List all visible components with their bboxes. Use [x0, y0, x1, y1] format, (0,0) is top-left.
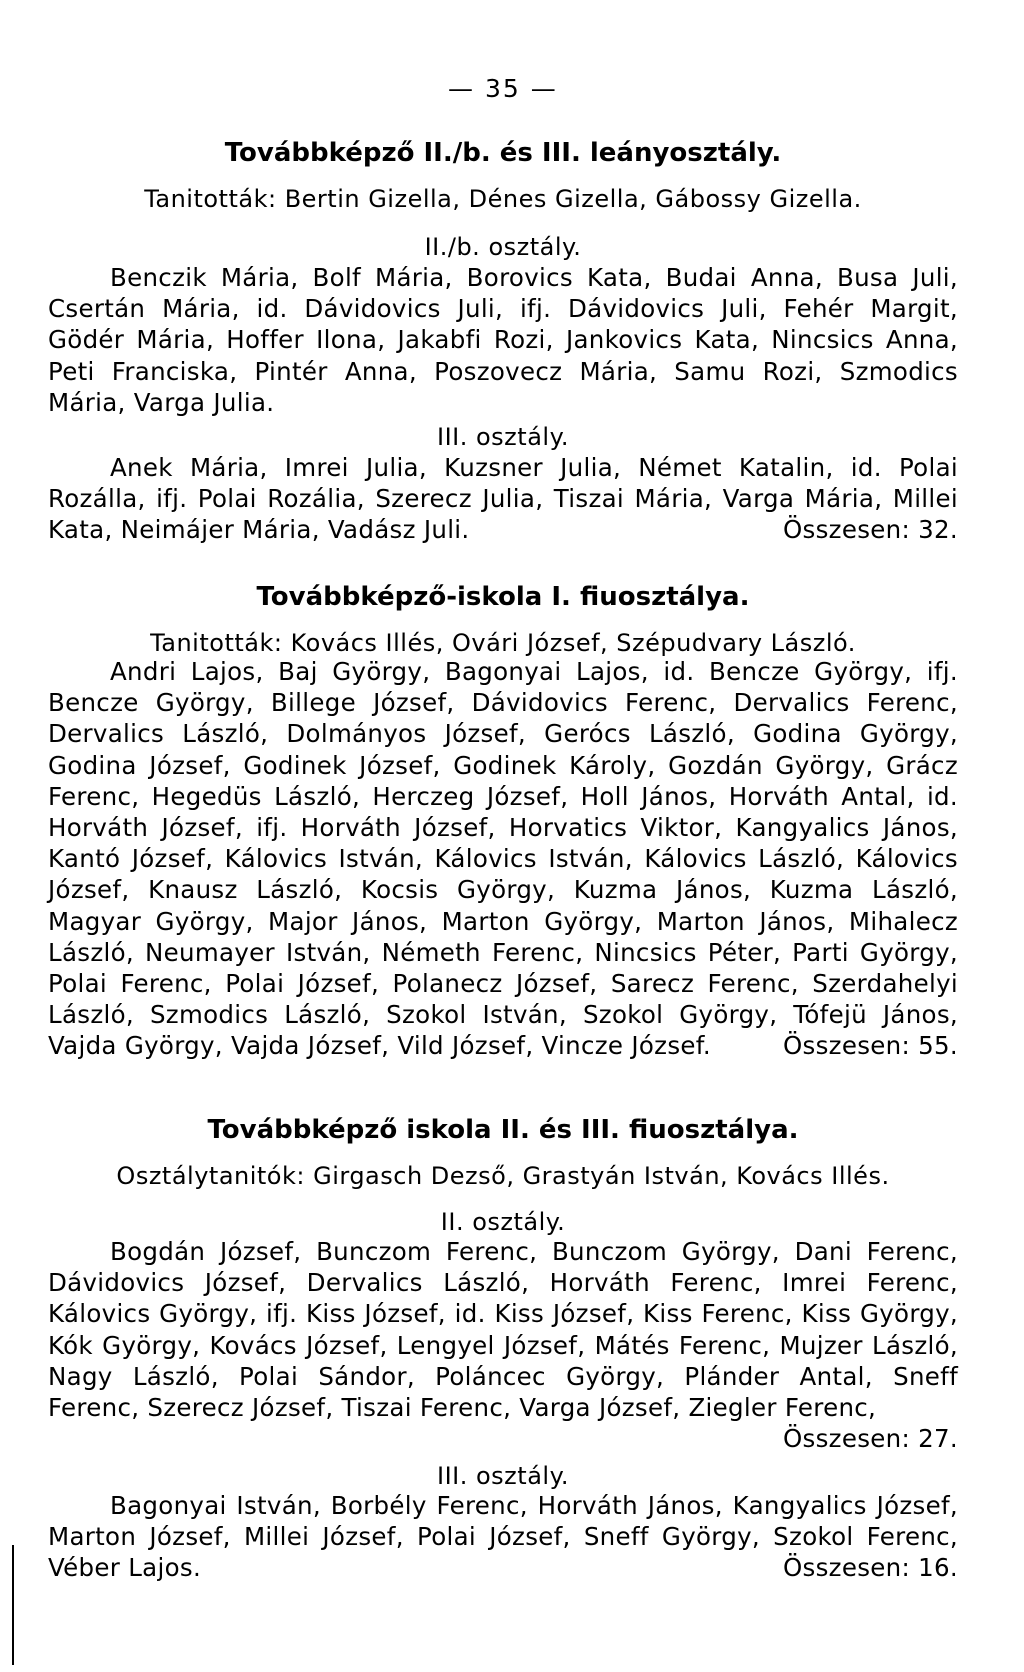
section-heading-boys-2-3: Továbbképző iskola II. és III. fiuosztálya.: [207, 1115, 799, 1145]
student-list-boys-1: [48, 656, 958, 1062]
student-list-3-girls: [48, 452, 958, 546]
student-list-3-boys: [48, 1490, 958, 1584]
student-names: Bagonyai István, Borbély Ferenc, Horváth János, Kangyalics József, Marton József, Millei József, Polai József, Sneff György, Szokol Ferenc, Véber Lajos.: [48, 1491, 958, 1583]
student-names: Bogdán József, Bunczom Ferenc, Bunczom György, Dani Ferenc, Dávidovics József, Dervalics László, Horváth Ferenc, Imrei Ferenc, Kálovics György, ifj. Kiss József, id. Kiss József, Kiss Ferenc, Kiss György, Kók György, Kovács József, Lengyel József, Mátés Ferenc, Mujzer László, Nagy László, Polai Sándor, Poláncec György, Plánder Antal, Sneff Ferenc, Szerecz József, Tiszai Ferenc, Varga József, Ziegler Ferenc,: [48, 1237, 958, 1423]
subheading-class-2b: II./b. osztály.: [424, 233, 582, 261]
subheading-class-2-boys: II. osztály.: [440, 1208, 566, 1236]
student-names: Andri Lajos, Baj György, Bagonyai Lajos, id. Bencze György, ifj. Bencze György, Billege József, Dávidovics Ferenc, Dervalics Ferenc, Dervalics László, Dolmányos József, Gerócs László, Godina György, Godina József, Godinek József, Godinek Károly, Gozdán György, Grácz Ferenc, Hegedüs László, Herczeg József, Holl János, Horváth Antal, id. Horváth József, ifj. Horváth József, Horvatics Viktor, Kangyalics János, Kantó József, Kálovics István, Kálovics István, Kálovics László, Kálovics József, Knausz László, Kocsis György, Kuzma János, Kuzma László, Magyar György, Major János, Marton György, Marton János, Mihalecz László, Neumayer István, Németh Ferenc, Nincsics Péter, Parti György, Polai Ferenc, Polai József, Polanecz József, Sarecz Ferenc, Szerdahelyi László, Szmodics László, Szokol István, Szokol György, Tófejü János, Vajda György, Vajda József, Vild József, Vincze József.: [48, 657, 958, 1061]
teachers-line-boys-2-3: Osztálytanitók: Girgasch Dezső, Grastyán István, Kovács Illés.: [116, 1162, 890, 1190]
section-heading-girls: Továbbképző II./b. és III. leányosztály.: [224, 138, 782, 168]
total-count: Összesen: 32.: [782, 515, 958, 545]
subheading-class-3-girls: III. osztály.: [437, 423, 569, 451]
total-count: Összesen: 16.: [782, 1553, 958, 1583]
scan-margin-mark: [12, 1545, 14, 1665]
section-heading-boys-1: Továbbképző-iskola I. fiuosztálya.: [256, 582, 750, 612]
teachers-line-boys-1: Tanitották: Kovács Illés, Ovári József, Szépudvary László.: [150, 629, 856, 657]
subheading-class-3-boys: III. osztály.: [437, 1462, 569, 1490]
page-number: — 35 —: [448, 74, 558, 103]
total-count: Összesen: 55.: [782, 1031, 958, 1061]
student-names: Anek Mária, Imrei Julia, Kuzsner Julia, Német Katalin, id. Polai Rozálla, ifj. Polai Rozália, Szerecz Julia, Tiszai Mária, Varga Mária, Millei Kata, Neimájer Mária, Vadász Juli.: [48, 453, 958, 545]
teachers-line-girls: Tanitották: Bertin Gizella, Dénes Gizella, Gábossy Gizella.: [144, 185, 862, 213]
total-count: Összesen: 27.: [782, 1424, 958, 1454]
student-list-2b: Benczik Mária, Bolf Mária, Borovics Kata, Budai Anna, Busa Juli, Csertán Mária, id. Dávidovics Juli, ifj. Dávidovics Juli, Fehér Margit, Gödér Mária, Hoffer Ilona, Jakabfi Rozi, Jankovics Kata, Nincsics Anna, Peti Franciska, Pintér Anna, Poszovecz Mária, Samu Rozi, Szmodics Mária, Varga Julia.: [48, 263, 958, 417]
student-list-2-boys: [48, 1236, 958, 1454]
